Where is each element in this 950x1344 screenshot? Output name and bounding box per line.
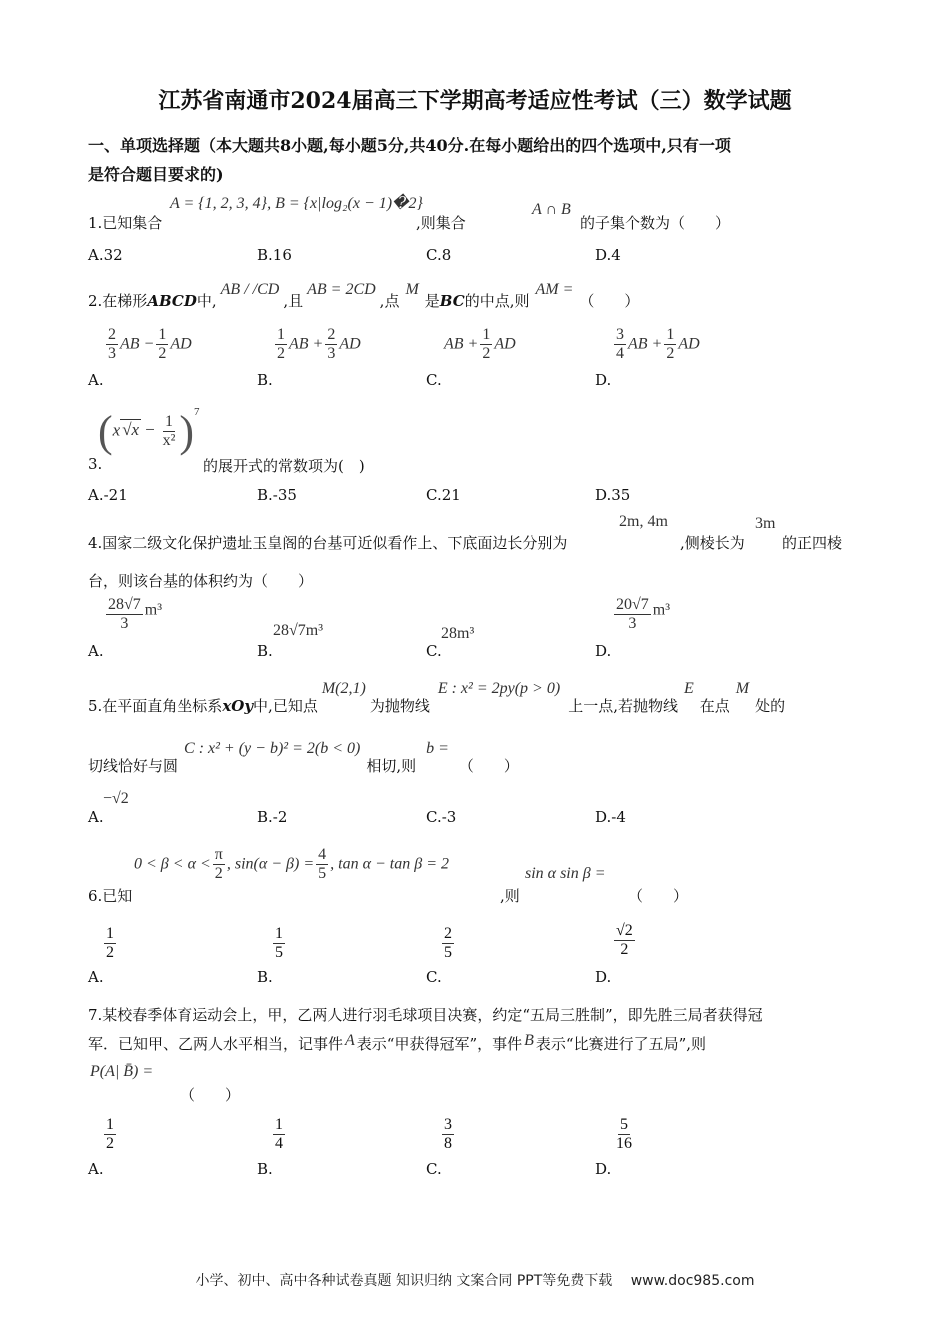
q7-label-b: B. — [257, 1160, 273, 1178]
q4-label-c: C. — [426, 642, 442, 660]
q2-text-2: 中, — [196, 292, 217, 310]
q6-label-b: B. — [257, 968, 273, 986]
q4-option-c-formula: 28m³ — [441, 625, 475, 642]
question-1-prefix: 1.已知集合 — [88, 214, 163, 232]
q3-option-c: C.21 — [426, 486, 461, 504]
q4-label-a: A. — [88, 642, 104, 660]
q4-line2: 台，则该台基的体积约为（ ） — [88, 572, 314, 590]
question-1-suffix: 的子集个数为（ ） — [580, 214, 731, 232]
q5-point: M(2,1) — [321, 680, 366, 697]
q2-label-b: B. — [257, 371, 273, 389]
q4-prefix: 4.国家二级文化保护遗址玉皇阁的台基可近似看作上、下底面边长分别为 — [88, 534, 568, 552]
question-1-mid: ,则集合 — [416, 214, 466, 232]
q2-option-c-formula: AB + $\frac{1}{2}$ AD — [444, 326, 516, 363]
q6-option-c-frac: $\frac{2}{5}$ — [444, 925, 452, 962]
q1-option-b: B.16 — [257, 246, 292, 264]
q4-option-a-formula: $\frac{28√7}{3}$ m³ — [108, 596, 163, 633]
question-1-formula2: A ∩ B — [532, 201, 571, 218]
fraction: $\frac{1}{2}$ — [482, 326, 491, 363]
fraction: $\frac{1}{\text{x²}}$ — [162, 412, 176, 449]
q6-label-d: D. — [595, 968, 612, 986]
q2-text-1: 2.在梯形 — [88, 292, 148, 310]
q3-expression: (x √x − $\frac{1}{\text{x²}}$ )$^7$ — [98, 405, 200, 456]
q5-line1: 5.在平面直角坐标系xOy中,已知点M(2,1)为抛物线E : x² = 2py(p > 0)上一点,若抛物线E在点M处的 — [88, 680, 786, 715]
q4-mid: ,侧棱长为 — [680, 534, 745, 552]
q2-text-6: 的中点,则 — [464, 292, 530, 310]
q4-label-d: D. — [595, 642, 612, 660]
fraction: $\frac{28√7}{3}$ — [108, 596, 141, 633]
q3-suffix: 的展开式的常数项为( ) — [203, 457, 365, 475]
q1-option-a: A.32 — [88, 246, 123, 264]
q2-option-d-formula: $\frac{3}{4}$ AB + $\frac{1}{2}$ AD — [616, 326, 700, 363]
q5-option-c: C.-3 — [426, 808, 457, 826]
q7-label-d: D. — [595, 1160, 612, 1178]
fraction: $\frac{\pi}{2}$ — [214, 846, 223, 883]
q5-option-b: B.-2 — [257, 808, 288, 826]
q5-circle: C : x² + (y − b)² = 2(b < 0) — [184, 740, 361, 757]
q2-text-4: ,点 — [379, 292, 400, 310]
q4-formula-1: 2m, 4m — [619, 513, 668, 530]
q6-target: sin α sin β = — [525, 865, 606, 882]
q7-option-c-frac: $\frac{3}{8}$ — [444, 1116, 452, 1153]
q2-bc: BC — [439, 292, 465, 310]
fraction: $\frac{3}{4}$ — [616, 326, 624, 363]
q4-option-b-formula: 28√7m³ — [273, 622, 324, 639]
q4-label-b: B. — [257, 642, 273, 660]
q6-label-a: A. — [88, 968, 104, 986]
page-title: 江苏省南通市2024届高三下学期高考适应性考试（三）数学试题 — [158, 88, 792, 114]
q2-formula-1: AB / /CD — [220, 281, 280, 298]
q2-formula-4: AM = — [535, 281, 574, 298]
q2-text-5: 是 — [424, 292, 440, 310]
q4-suffix: 的正四棱 — [782, 534, 843, 552]
q3-number: 3. — [88, 455, 103, 473]
q2-formula-3: M — [405, 281, 419, 298]
fraction: $\frac{1}{2}$ — [277, 326, 285, 363]
q5-label-a: A. — [88, 808, 104, 826]
fraction: $\frac{2}{3}$ — [327, 326, 336, 363]
q6-option-d-frac: $\frac{√2}{2}$ — [616, 922, 633, 959]
q7-suffix: （ ） — [180, 1086, 241, 1104]
q6-condition: 0 < β < α < $\frac{\pi}{2}$ , sin(α − β) = $\frac{4}{5}$ , tan α − tan β = 2 — [134, 846, 449, 883]
q7-line2: 军．已知甲、乙两人水平相当，记事件 A 表示“甲获得冠军”，事件 B 表示“比赛进行了五局”,则 — [88, 1032, 707, 1053]
question-2-line — [88, 281, 640, 311]
q5-parabola: E : x² = 2py(p > 0) — [437, 680, 561, 697]
q1-option-d: D.4 — [595, 246, 621, 264]
q5-line2: 切线恰好与圆C : x² + (y − b)² = 2(b < 0)相切,则b =（ ） — [88, 740, 519, 775]
q2-label-d: D. — [595, 371, 612, 389]
q2-label-a: A. — [88, 371, 104, 389]
fraction: $\frac{1}{2}$ — [158, 326, 167, 363]
q6-option-b-frac: $\frac{1}{5}$ — [275, 925, 283, 962]
q4-option-d-formula: $\frac{20√7}{3}$ m³ — [616, 596, 671, 633]
q6-prefix: 6.已知 — [88, 887, 133, 905]
q2-text-7: （ ） — [579, 292, 640, 310]
q7-option-d-frac: $\frac{5}{16}$ — [616, 1116, 632, 1153]
q5-option-d: D.-4 — [595, 808, 626, 826]
q6-suffix: （ ） — [628, 887, 689, 905]
q6-option-a-frac: $\frac{1}{2}$ — [106, 925, 114, 962]
q2-option-a-formula: $\frac{2}{3}$ AB − $\frac{1}{2}$ AD — [108, 326, 192, 363]
q7-line1: 7.某校春季体育运动会上，甲，乙两人进行羽毛球项目决赛，约定“五局三胜制”，即先胜三局者获得冠 — [88, 1006, 763, 1024]
q2-abcd: ABCD — [147, 292, 197, 310]
q2-option-b-formula: $\frac{1}{2}$ AB + $\frac{2}{3}$ AD — [277, 326, 361, 363]
q2-formula-2: AB = 2CD — [307, 281, 376, 298]
q7-label-c: C. — [426, 1160, 442, 1178]
q7-option-b-frac: $\frac{1}{4}$ — [275, 1116, 283, 1153]
page-footer: 小学、初中、高中各种试卷真题 知识归纳 文案合同 PPT等免费下载 www.doc985.com — [195, 1273, 755, 1289]
section-heading-line2: 是符合题目要求的) — [88, 165, 224, 184]
question-1-formula: A = {1, 2, 3, 4}, B = {x|log₂(x − 1)�2} — [170, 195, 423, 212]
q7-formula: P(A| B̄) = — [90, 1063, 154, 1080]
q7-label-a: A. — [88, 1160, 104, 1178]
section-heading-line1: 一、单项选择题（本大题共8小题,每小题5分,共40分.在每小题给出的四个选项中,只有一项 — [88, 136, 731, 155]
q7-option-a-frac: $\frac{1}{2}$ — [106, 1116, 114, 1153]
q3-option-b: B.-35 — [257, 486, 297, 504]
q2-label-c: C. — [426, 371, 442, 389]
fraction: $\frac{4}{5}$ — [318, 846, 327, 883]
q3-option-d: D.35 — [595, 486, 631, 504]
fraction: $\frac{20√7}{3}$ — [616, 596, 649, 633]
q1-option-c: C.8 — [426, 246, 452, 264]
fraction: $\frac{2}{3}$ — [108, 326, 116, 363]
q2-text-3: ,且 — [283, 292, 304, 310]
fraction: $\frac{1}{2}$ — [666, 326, 675, 363]
q3-option-a: A.-21 — [88, 486, 128, 504]
q6-mid: ,则 — [500, 887, 520, 905]
q6-label-c: C. — [426, 968, 442, 986]
q4-formula-2: 3m — [755, 515, 776, 532]
q5-option-a-formula: −√2 — [103, 790, 129, 807]
